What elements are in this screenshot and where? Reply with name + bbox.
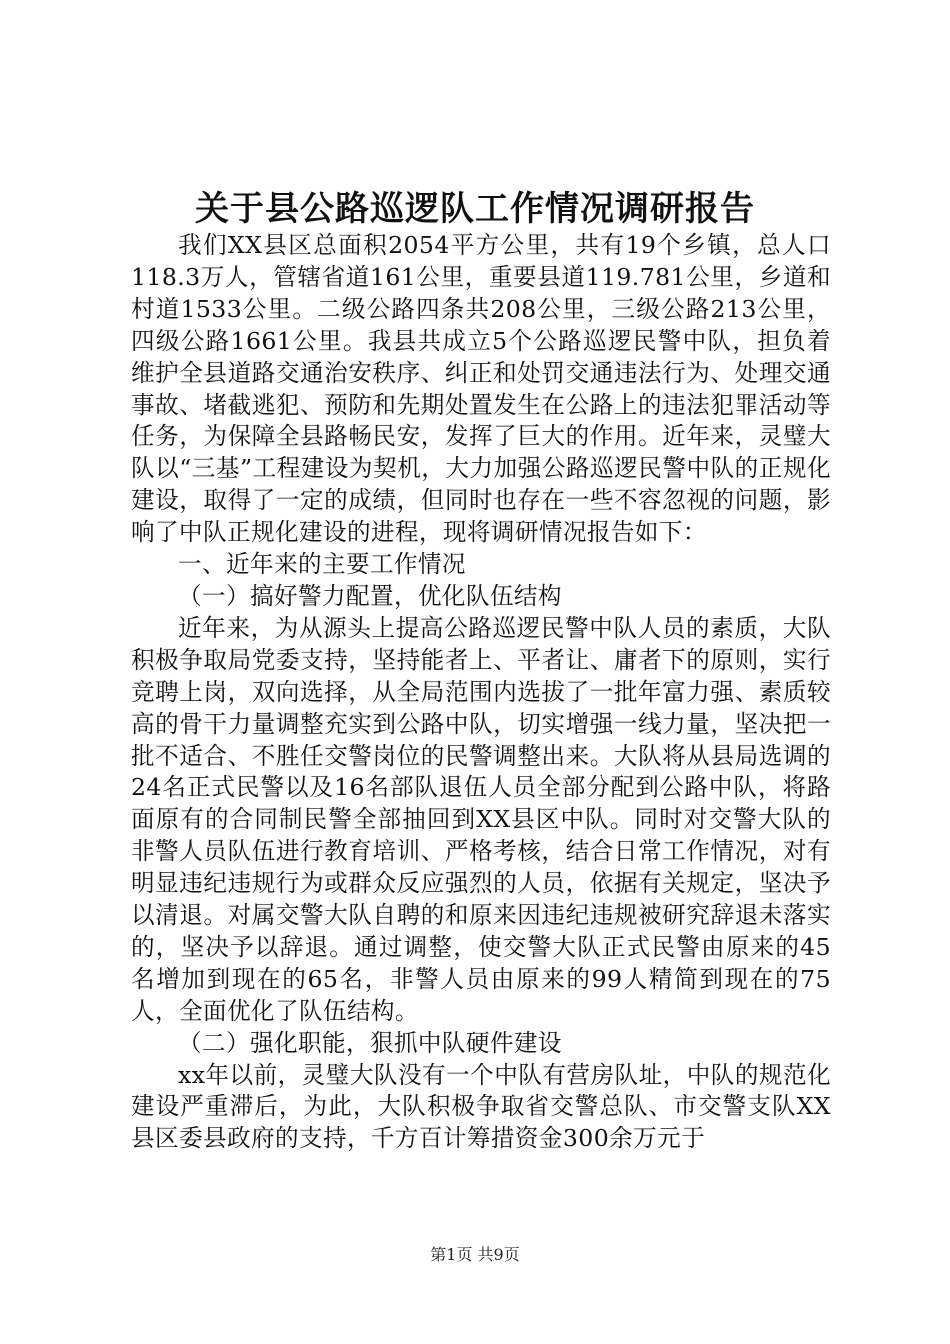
document-title: 关于县公路巡逻队工作情况调研报告 — [195, 189, 755, 229]
subsection-heading-1: （一）搞好警力配置，优化队伍结构 — [178, 581, 562, 610]
body-paragraph-1: 近年来，为从源头上提高公路巡逻民警中队人员的素质，大队积极争取局党委支持，坚持能者上、平者让、庸者下的原则，实行竞聘上岗，双向选择，从全局范围内选拔了一批年富力强、素质较高的骨干力量调整充实到公路中队，切实增强一线力量，坚决把一批不适合、不胜任交警岗位的民警调整出来。大队将从县局选调的24名正式民警以及16名部队退伍人员全部分配到公路中队，将路面原有的合同制民警全部抽回到XX县区中队。同时对交警大队的非警人员队伍进行教育培训、严格考核，结合日常工作情况，对有明显违纪违规行为或群众反应强烈的人员，依据有关规定，坚决予以清退。对属交警大队自聘的和原来因违纪违规被研究辞退未落实的，坚决予以辞退。通过调整，使交警大队正式民警由原来的45名增加到现在的65名，非警人员由原来的99人精简到现在的75人，全面优化了队伍结构。 — [131, 613, 831, 1025]
body-paragraph-2: xx年以前，灵璧大队没有一个中队有营房队址，中队的规范化建设严重滞后，为此，大队积极争取省交警总队、市交警支队XX县区委县政府的支持，千方百计筹措资金300余万元于 — [131, 1060, 831, 1153]
section-heading-1: 一、近年来的主要工作情况 — [178, 550, 466, 579]
intro-paragraph: 我们XX县区总面积2054平方公里，共有19个乡镇，总人口118.3万人，管辖省道161公里，重要县道119.781公里，乡道和村道1533公里。二级公路四条共208公里，三级公路213公里，四级公路1661公里。我县共成立5个公路巡逻民警中队，担负着维护全县道路交通治安秩序、纠正和处罚交通违法行为、处理交通事故、堵截逃犯、预防和先期处置发生在公路上的违法犯罪活动等任务，为保障全县路畅民安，发挥了巨大的作用。近年来，灵璧大队以“三基”工程建设为契机，大力加强公路巡逻民警中队的正规化建设，取得了一定的成绩，但同时也存在一些不容忽视的问题，影响了中队正规化建设的进程，现将调研情况报告如下： — [131, 231, 831, 547]
subsection-heading-2: （二）强化职能，狠抓中队硬件建设 — [178, 1028, 562, 1057]
document-body — [131, 230, 831, 1155]
page-footer: 第1页 共9页 — [430, 1245, 520, 1264]
